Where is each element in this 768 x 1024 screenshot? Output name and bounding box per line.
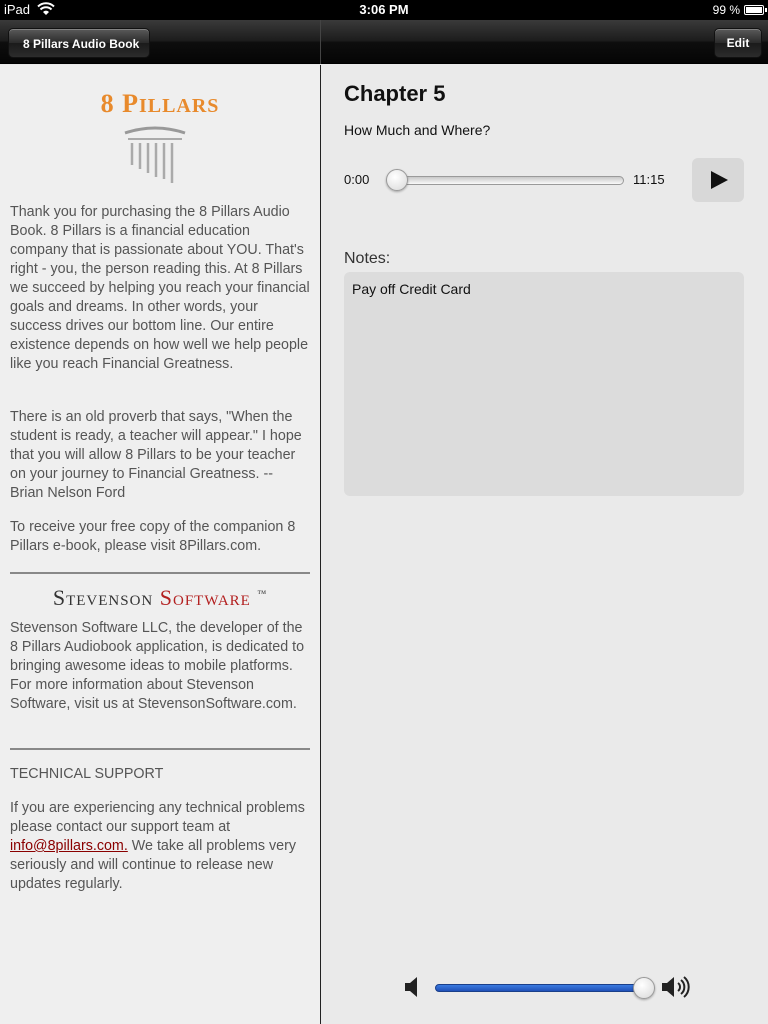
support-text-after: We take all problems very seriously and will continue to release new updates regularly. [10,838,296,892]
divider [10,748,310,750]
proverb-paragraph: There is an old proverb that says, "When the student is ready, a teacher will appear." I hope that you will allow 8 Pillars to be your teacher on your journey to Financial Greatness. -- Brian Nelson Ford [10,409,302,501]
divider [10,572,310,574]
status-bar [0,0,768,20]
play-button[interactable] [692,158,744,202]
chapter-subtitle: How Much and Where? [344,122,491,138]
support-text-before: If you are experiencing any technical problems please contact our support team at [10,800,305,835]
edit-button[interactable]: Edit [714,28,762,58]
8-pillars-logo [95,89,225,189]
elapsed-time: 0:00 [344,172,370,187]
clock: 3:06 PM [359,2,409,17]
logo-text: 8 PILLARS [100,89,220,118]
trademark: ™ [257,588,268,599]
info-panel [0,65,320,1024]
support-heading: TECHNICAL SUPPORT [10,766,164,782]
battery-percent: 99 % [712,3,740,17]
developer-paragraph: Stevenson Software LLC, the developer of the 8 Pillars Audiobook application, is dedicated to bringing awesome ideas to mobile platforms. For more information about Stevenson Software, visit us at StevensonSoftware.com. [10,620,305,712]
progress-track[interactable] [389,176,624,185]
duration-time: 11:15 [633,172,665,187]
battery-icon [744,5,764,15]
left-navbar [0,20,320,64]
progress-knob[interactable] [386,169,408,191]
logo-word-stevenson: Stevenson [52,585,154,610]
carrier-label: iPad [4,2,31,17]
right-navbar [321,20,768,64]
stevenson-software-logo [10,585,310,611]
logo-word-software: Software [159,585,251,610]
play-icon [709,170,729,190]
volume-track[interactable] [435,984,645,992]
volume-low-icon [404,976,420,998]
back-button[interactable]: 8 Pillars Audio Book [8,28,150,58]
support-paragraph [10,799,310,894]
volume-knob[interactable] [633,977,655,999]
support-email-link[interactable]: info@8pillars.com. [10,838,128,854]
volume-high-icon [661,975,691,999]
chapter-title: Chapter 5 [344,81,446,106]
notes-textarea[interactable]: Pay off Credit Card [344,272,744,496]
ebook-paragraph: To receive your free copy of the companion 8 Pillars e-book, please visit 8Pillars.com. [10,519,296,554]
notes-label: Notes: [344,250,391,267]
intro-paragraph: Thank you for purchasing the 8 Pillars Audio Book. 8 Pillars is a financial education company that is passionate about YOU. That's right - you, the person reading this. At 8 Pillars we succeed by helping you reach your financial goals and dreams. In other words, your success drives our bottom line. Our entire existence depends on how well we help people like you reach Financial Greatness. [10,204,310,372]
pillars-icon [120,125,190,187]
player-panel [321,65,768,1024]
